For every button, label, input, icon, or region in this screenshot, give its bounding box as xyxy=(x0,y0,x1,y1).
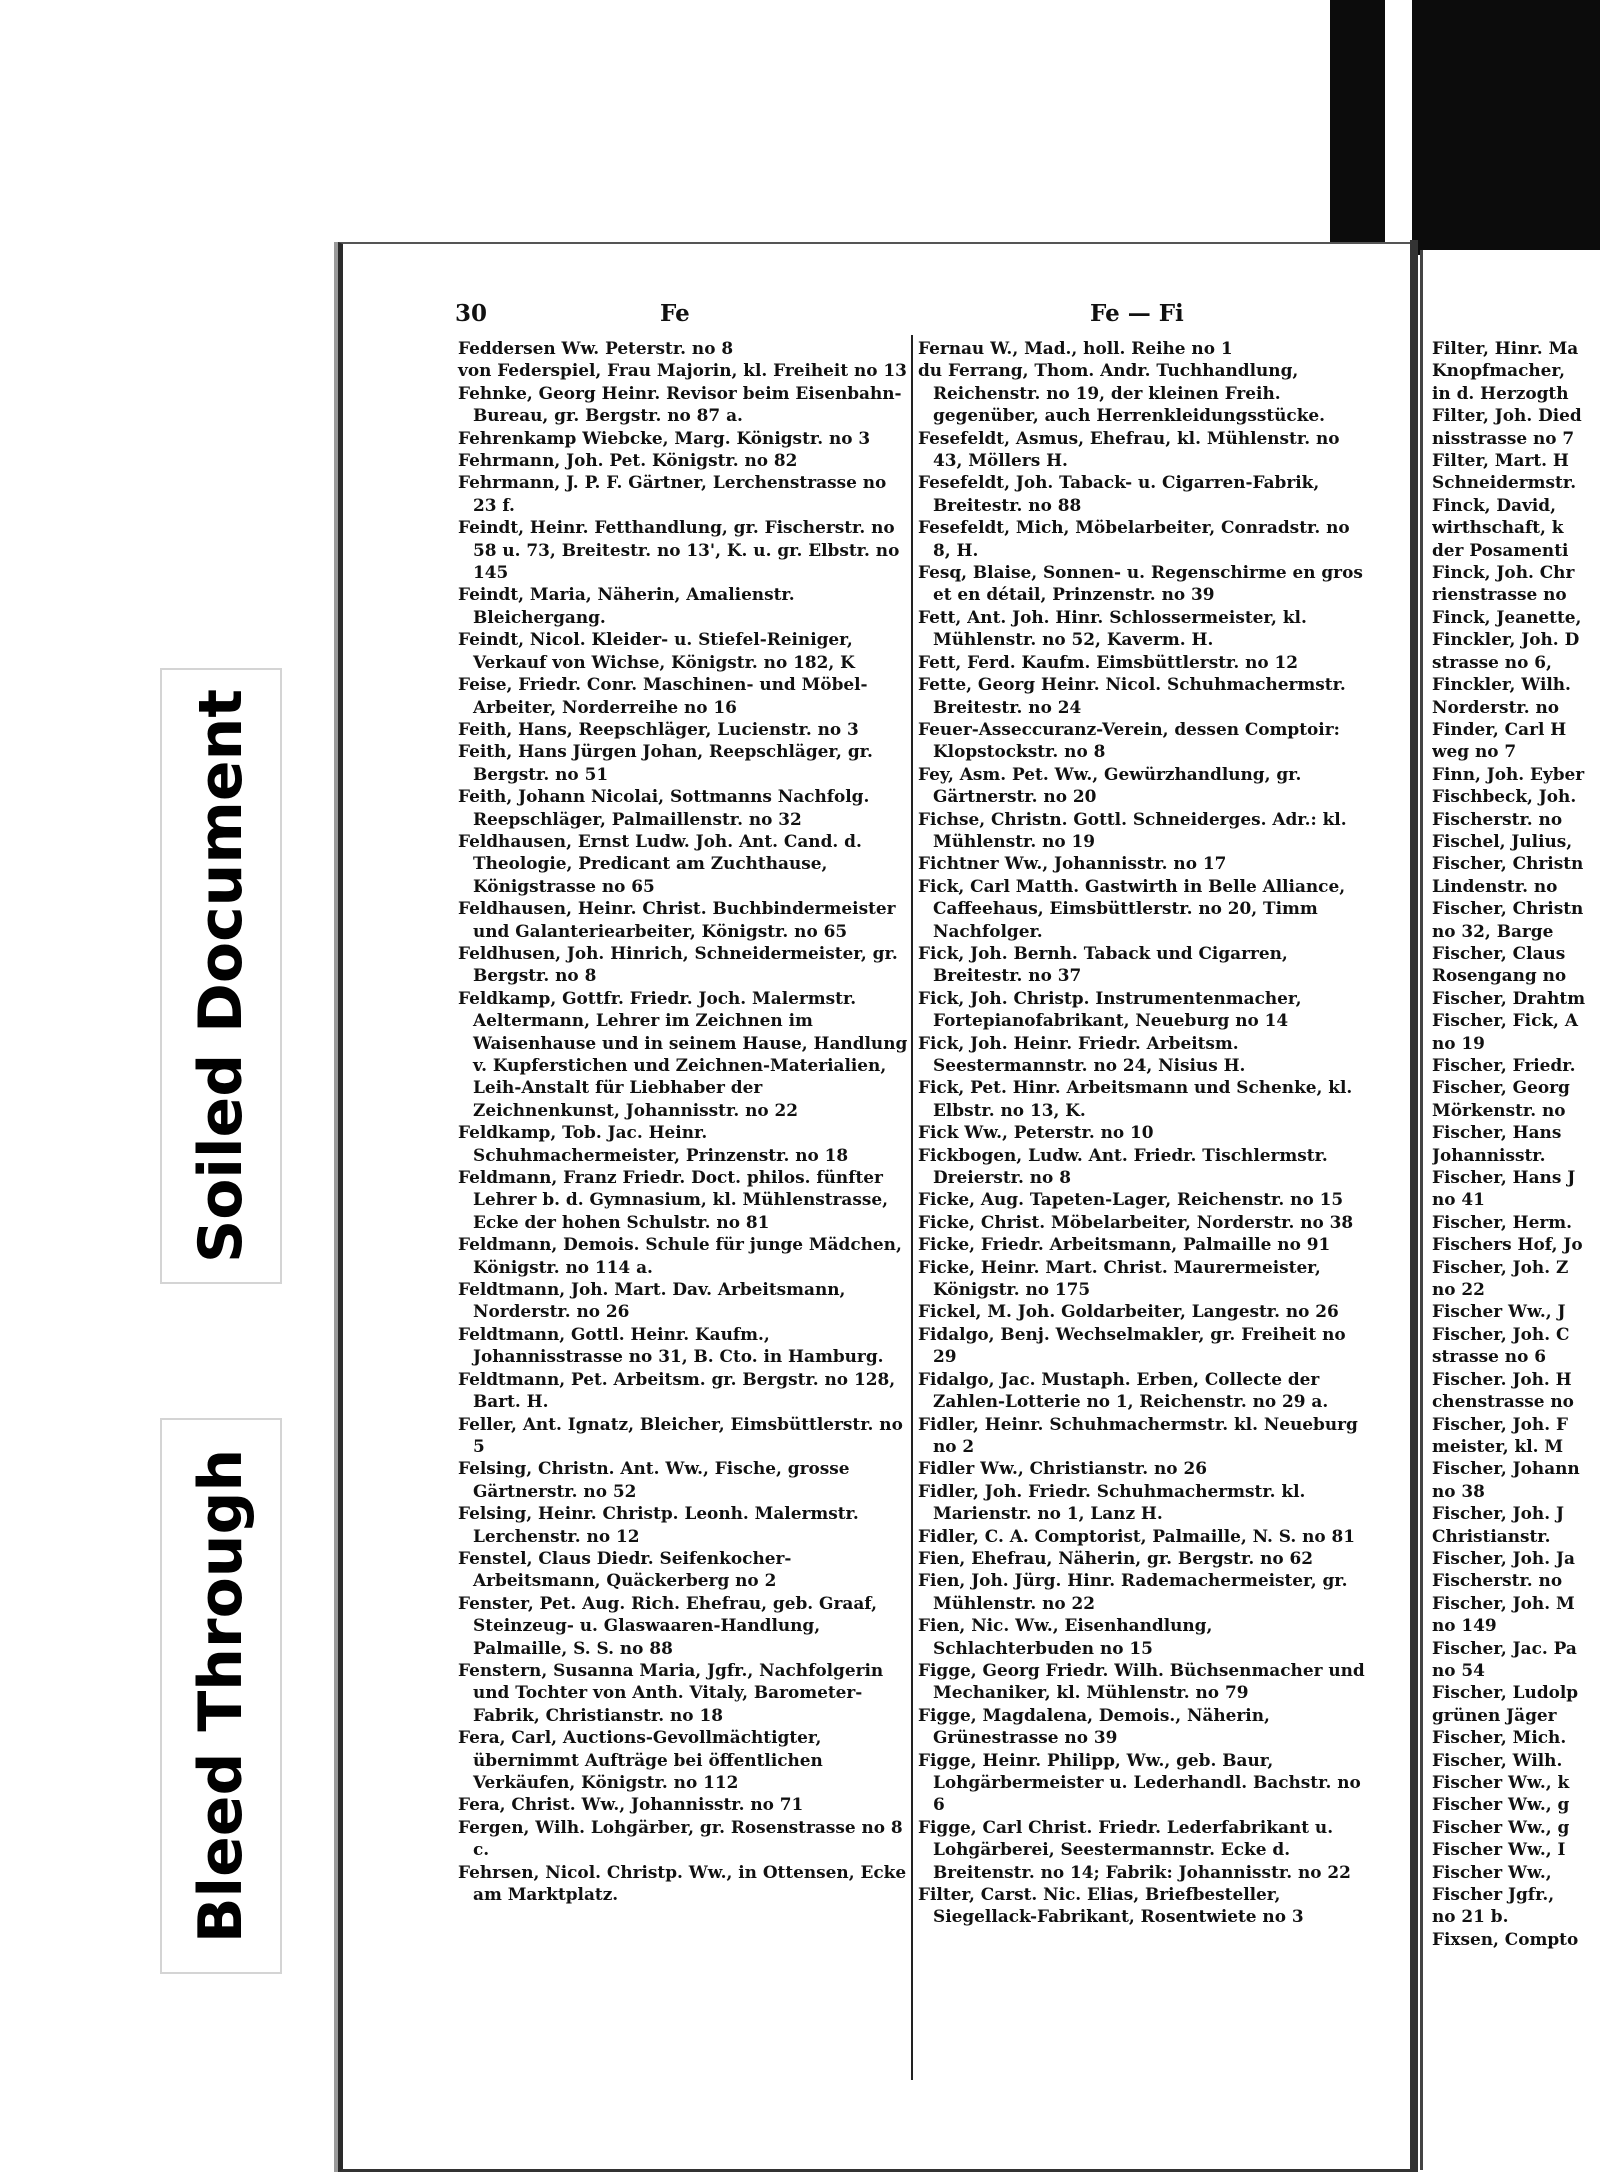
directory-entry: Feise, Friedr. Conr. Maschinen- und Möbel-Arbeiter, Norderreihe no 16 xyxy=(458,674,868,717)
directory-entry: Finckler, Joh. D xyxy=(1432,629,1580,650)
directory-entry: von Federspiel, Frau Majorin, kl. Freiheit no 13 xyxy=(458,360,907,381)
directory-entry: Fien, Joh. Jürg. Hinr. Rademachermeister, gr. Mühlenstr. no 22 xyxy=(918,1570,1348,1613)
directory-entry: Filter, Joh. Died xyxy=(1432,405,1582,426)
scanner-edge-shadow xyxy=(1330,0,1600,255)
directory-entry: Fehrenkamp Wiebcke, Marg. Königstr. no 3 xyxy=(458,427,871,448)
directory-entry: no 54 xyxy=(1432,1659,1485,1680)
directory-entry: Fischer Ww., k xyxy=(1432,1772,1570,1792)
book-spine xyxy=(1410,240,1418,2170)
directory-entry: Fick, Joh. Christp. Instrumentenmacher, Fortepianofabrikant, Neueburg no 14 xyxy=(918,987,1302,1031)
directory-entry: Fischerstr. no xyxy=(1432,808,1563,829)
directory-entry: Finckler, Wilh. xyxy=(1432,674,1571,695)
directory-entry: Feldkamp, Tob. Jac. Heinr. Schuhmachermeister, Prinzenstr. no 18 xyxy=(458,1122,849,1165)
directory-entry: Feldkamp, Gottfr. Friedr. Joch. Malermstr. Aeltermann, Lehrer im Zeichnen im Waisenhause und in seinem Hause, Handlung v. Kupferstichen und Zeichnen-Materialien, Leih-Anstalt für Liebhaber der Zeichnenkunst, Johannisstr. no 22 xyxy=(458,987,908,1120)
directory-entry: weg no 7 xyxy=(1432,741,1517,762)
directory-entry: Filter, Carst. Nic. Elias, Briefbesteller, Siegellack-Fabrikant, Rosentwiete no 3 xyxy=(918,1884,1304,1927)
directory-entry: Fehnke, Georg Heinr. Revisor beim Eisenbahn-Bureau, gr. Bergstr. no 87 a. xyxy=(458,382,902,426)
right-running-head: Fe — Fi xyxy=(1090,300,1184,327)
directory-entry: Fischer. Joh. H xyxy=(1432,1368,1572,1389)
directory-entry: no 38 xyxy=(1432,1480,1485,1501)
directory-entry: Fesefeldt, Joh. Taback- u. Cigarren-Fabrik, Breitestr. no 88 xyxy=(918,472,1320,515)
directory-entry: Feldmann, Demois. Schule für junge Mädchen, Königstr. no 114 a. xyxy=(458,1234,902,1277)
directory-entry: Fenstern, Susanna Maria, Jgfr., Nachfolgerin und Tochter von Anth. Vitaly, Barometer-Fabrik, Christianstr. no 18 xyxy=(458,1659,884,1725)
directory-entry: Fidler Ww., Christianstr. no 26 xyxy=(918,1458,1207,1479)
directory-entry: Feldtmann, Gottl. Heinr. Kaufm., Johannisstrasse no 31, B. Cto. in Hamburg. xyxy=(458,1323,884,1367)
directory-entry: Fick, Joh. Heinr. Friedr. Arbeitsm. Seestermannstr. no 24, Nisius H. xyxy=(918,1032,1246,1075)
directory-entry: Fesq, Blaise, Sonnen- u. Regenschirme en gros et en détail, Prinzenstr. no 39 xyxy=(918,562,1363,605)
directory-entry: Fergen, Wilh. Lohgärber, gr. Rosenstrasse no 8 c. xyxy=(458,1816,903,1860)
directory-entry: no 149 xyxy=(1432,1615,1497,1636)
directory-entry: Fidler, Heinr. Schuhmachermstr. kl. Neueburg no 2 xyxy=(918,1413,1358,1456)
directory-entry: Feindt, Heinr. Fetthandlung, gr. Fischerstr. no 58 u. 73, Breitestr. no 13', K. u. gr. Elbstr. no 145 xyxy=(458,517,900,583)
directory-entry: Fichtner Ww., Johannisstr. no 17 xyxy=(918,853,1227,874)
directory-entry: Feldtmann, Pet. Arbeitsm. gr. Bergstr. no 128, Bart. H. xyxy=(458,1368,896,1412)
directory-entry: Fischer, Joh. F xyxy=(1432,1413,1568,1434)
directory-entry: Lindenstr. no xyxy=(1432,875,1558,896)
directory-entry: der Posamenti xyxy=(1432,539,1569,560)
directory-entry: Feith, Hans Jürgen Johan, Reepschläger, gr. Bergstr. no 51 xyxy=(458,741,873,784)
directory-entry: Fischer Jgfr., xyxy=(1432,1884,1555,1905)
directory-entry: Fischer Ww., J xyxy=(1432,1301,1566,1322)
directory-entry: Fischel, Julius, xyxy=(1432,830,1573,851)
directory-entry: Fette, Georg Heinr. Nicol. Schuhmachermstr. Breitestr. no 24 xyxy=(918,674,1346,717)
directory-entry: Fischerstr. no xyxy=(1432,1570,1563,1591)
directory-entry: Figge, Georg Friedr. Wilh. Büchsenmacher und Mechaniker, kl. Mühlenstr. no 79 xyxy=(918,1659,1365,1703)
directory-entry: Fidalgo, Jac. Mustaph. Erben, Collecte der Zahlen-Lotterie no 1, Reichenstr. no 29 a. xyxy=(918,1368,1329,1412)
directory-entry: chenstrasse no xyxy=(1432,1391,1574,1412)
directory-entry: Fischer, Joh. Z xyxy=(1432,1256,1569,1277)
directory-entry: Fett, Ferd. Kaufm. Eimsbüttlerstr. no 12 xyxy=(918,651,1299,672)
directory-entry: no 22 xyxy=(1432,1279,1485,1300)
directory-entry: Fischer Ww., g xyxy=(1432,1816,1570,1837)
soiled-document-label: Soiled Document xyxy=(160,668,282,1284)
directory-entry: Feldhausen, Ernst Ludw. Joh. Ant. Cand. d. Theologie, Predicant am Zuchthause, Königstrasse no 65 xyxy=(458,830,862,896)
directory-entry: Fick, Joh. Bernh. Taback und Cigarren, Breitestr. no 37 xyxy=(918,942,1288,986)
directory-entry: Schneidermstr. xyxy=(1432,472,1577,493)
directory-entry: Feller, Ant. Ignatz, Bleicher, Eimsbüttlerstr. no 5 xyxy=(458,1413,903,1456)
directory-entry: Filter, Hinr. Ma xyxy=(1432,338,1579,358)
directory-entry: Fick, Carl Matth. Gastwirth in Belle Alliance, Caffeehaus, Eimsbüttlerstr. no 20, Timm Nachfolger. xyxy=(918,875,1346,941)
directory-entry: Fera, Christ. Ww., Johannisstr. no 71 xyxy=(458,1794,804,1815)
directory-entry: Fien, Nic. Ww., Eisenhandlung, Schlachterbuden no 15 xyxy=(918,1615,1213,1658)
directory-entry: Fidalgo, Benj. Wechselmakler, gr. Freiheit no 29 xyxy=(918,1323,1346,1367)
directory-entry: wirthschaft, k xyxy=(1432,517,1564,538)
directory-entry: Norderstr. no xyxy=(1432,696,1560,717)
directory-entry: Fick, Pet. Hinr. Arbeitsmann und Schenke, kl. Elbstr. no 13, K. xyxy=(918,1077,1353,1120)
directory-entry: Feldhusen, Joh. Hinrich, Schneidermeister, gr. Bergstr. no 8 xyxy=(458,942,898,986)
directory-entry: Fischer, Georg xyxy=(1432,1077,1570,1098)
directory-entry: Fischer Ww., xyxy=(1432,1861,1552,1882)
directory-entry: Fey, Asm. Pet. Ww., Gewürzhandlung, gr. Gärtnerstr. no 20 xyxy=(918,763,1302,807)
directory-entry: Mörkenstr. no xyxy=(1432,1099,1566,1120)
next-page-column xyxy=(1432,337,1600,1950)
directory-entry: Fehrmann, Joh. Pet. Königstr. no 82 xyxy=(458,450,798,471)
directory-entry: Fischer, Joh. M xyxy=(1432,1592,1575,1613)
directory-entry: Felsing, Christn. Ant. Ww., Fische, grosse Gärtnerstr. no 52 xyxy=(458,1458,850,1501)
directory-entry: grünen Jäger xyxy=(1432,1704,1557,1725)
directory-entry: Fischer Ww., I xyxy=(1432,1839,1566,1860)
directory-entry: Fischer, Hans J xyxy=(1432,1167,1576,1188)
directory-entry: Fesefeldt, Mich, Möbelarbeiter, Conradstr. no 8, H. xyxy=(918,517,1350,560)
directory-entry: Fickel, M. Joh. Goldarbeiter, Langestr. no 26 xyxy=(918,1301,1339,1322)
directory-entry: Rosengang no xyxy=(1432,965,1567,986)
directory-entry: Fischer, Ludolp xyxy=(1432,1682,1579,1703)
directory-entry: Knopfmacher, xyxy=(1432,360,1565,381)
directory-entry: Feldhausen, Heinr. Christ. Buchbindermeister und Galanteriearbeiter, Königstr. no 65 xyxy=(458,898,896,941)
directory-entry: Ficke, Heinr. Mart. Christ. Maurermeister, Königstr. no 175 xyxy=(918,1256,1321,1300)
directory-entry: strasse no 6 xyxy=(1432,1346,1546,1367)
directory-entry: Fien, Ehefrau, Näherin, gr. Bergstr. no 62 xyxy=(918,1547,1314,1568)
directory-entry: Fernau W., Mad., holl. Reihe no 1 xyxy=(918,338,1233,358)
directory-entry: Finn, Joh. Eyber xyxy=(1432,763,1585,784)
directory-entry: Christianstr. xyxy=(1432,1525,1551,1546)
directory-entry: Finck, Jeanette, xyxy=(1432,606,1582,627)
left-running-head: Fe xyxy=(660,300,690,327)
directory-entry: Fidler, Joh. Friedr. Schuhmachermstr. kl. Marienstr. no 1, Lanz H. xyxy=(918,1480,1306,1524)
directory-entry: du Ferrang, Thom. Andr. Tuchhandlung, Reichenstr. no 19, der kleinen Freih. gegenüber, auch Herrenkleidungsstücke. xyxy=(918,360,1326,426)
directory-entry: in d. Herzogth xyxy=(1432,382,1569,403)
directory-entry: Fischer, Herm. xyxy=(1432,1211,1573,1232)
right-column xyxy=(918,337,1373,1928)
directory-entry: Fischer, Johann xyxy=(1432,1458,1580,1479)
directory-entry: Fick Ww., Peterstr. no 10 xyxy=(918,1122,1154,1143)
directory-entry: nisstrasse no 7 xyxy=(1432,427,1575,448)
directory-entry: Fischer, Wilh. xyxy=(1432,1749,1563,1770)
directory-entry: Fidler, C. A. Comptorist, Palmaille, N. S. no 81 xyxy=(918,1525,1356,1546)
directory-entry: Fenstel, Claus Diedr. Seifenkocher-Arbeitsmann, Quäckerberg no 2 xyxy=(458,1547,792,1591)
directory-entry: no 41 xyxy=(1432,1189,1485,1210)
directory-entry: Finck, David, xyxy=(1432,494,1556,515)
directory-entry: Figge, Carl Christ. Friedr. Lederfabrikant u. Lohgärberei, Seestermannstr. Ecke d. Breitenstr. no 14; Fabrik: Johannisstr. no 22 xyxy=(918,1816,1351,1882)
directory-entry: Fehrsen, Nicol. Christp. Ww., in Ottensen, Ecke am Marktplatz. xyxy=(458,1861,907,1905)
directory-entry: Fischer, Joh. Ja xyxy=(1432,1547,1575,1568)
directory-entry: Ficke, Friedr. Arbeitsmann, Palmaille no 91 xyxy=(918,1234,1331,1255)
left-column xyxy=(458,337,913,1905)
directory-entry: Fixsen, Compto xyxy=(1432,1928,1579,1949)
directory-entry: Fenster, Pet. Aug. Rich. Ehefrau, geb. Graaf, Steinzeug- u. Glaswaaren-Handlung, Palmaille, S. S. no 88 xyxy=(458,1592,878,1658)
directory-entry: Felsing, Heinr. Christp. Leonh. Malermstr. Lerchenstr. no 12 xyxy=(458,1503,859,1546)
directory-entry: Fischers Hof, Jo xyxy=(1432,1234,1583,1255)
directory-entry: Fischbeck, Joh. xyxy=(1432,786,1577,807)
directory-entry: no 21 b. xyxy=(1432,1906,1509,1927)
directory-entry: Feindt, Nicol. Kleider- u. Stiefel-Reiniger, Verkauf von Wichse, Königstr. no 182, K xyxy=(458,629,855,672)
directory-entry: Johannisstr. xyxy=(1432,1144,1546,1165)
directory-entry: Fischer Ww., g xyxy=(1432,1794,1570,1815)
directory-entry: Fischer, Fick, A xyxy=(1432,1010,1578,1031)
directory-entry: Fickbogen, Ludw. Ant. Friedr. Tischlermstr. Dreierstr. no 8 xyxy=(918,1144,1328,1188)
directory-entry: Ficke, Christ. Möbelarbeiter, Norderstr. no 38 xyxy=(918,1211,1354,1232)
bleed-through-label: Bleed Through xyxy=(160,1418,282,1974)
directory-entry: Fera, Carl, Auctions-Gevollmächtigter, übernimmt Aufträge bei öffentlichen Verkäufen, Königstr. no 112 xyxy=(458,1727,823,1792)
directory-entry: strasse no 6, xyxy=(1432,651,1552,672)
directory-entry: Fischer, Christn xyxy=(1432,898,1584,919)
directory-entry: Feldtmann, Joh. Mart. Dav. Arbeitsmann, Norderstr. no 26 xyxy=(458,1279,846,1322)
directory-entry: Fischer, Joh. J xyxy=(1432,1503,1564,1524)
directory-entry: Fichse, Christn. Gottl. Schneiderges. Adr.: kl. Mühlenstr. no 19 xyxy=(918,808,1347,851)
page-number: 30 xyxy=(455,300,488,327)
directory-entry: Fischer, Friedr. xyxy=(1432,1055,1576,1075)
directory-entry: Fischer, Christn xyxy=(1432,853,1584,874)
directory-entry: Feindt, Maria, Näherin, Amalienstr. Bleichergang. xyxy=(458,584,795,627)
directory-entry: Finder, Carl H xyxy=(1432,718,1567,739)
directory-entry: Feith, Hans, Reepschläger, Lucienstr. no 3 xyxy=(458,718,859,739)
directory-entry: Fett, Ant. Joh. Hinr. Schlossermeister, kl. Mühlenstr. no 52, Kaverm. H. xyxy=(918,606,1307,650)
directory-entry: Ficke, Aug. Tapeten-Lager, Reichenstr. no 15 xyxy=(918,1189,1344,1210)
directory-entry: Fischer, Claus xyxy=(1432,942,1566,963)
directory-entry: Fischer, Joh. C xyxy=(1432,1323,1570,1344)
directory-entry: no 32, Barge xyxy=(1432,920,1554,941)
directory-entry: Figge, Magdalena, Demois., Näherin, Grünestrasse no 39 xyxy=(918,1704,1270,1748)
directory-entry: Feldmann, Franz Friedr. Doct. philos. fünfter Lehrer b. d. Gymnasium, kl. Mühlenstrasse, Ecke der hohen Schulstr. no 81 xyxy=(458,1167,889,1232)
directory-entry: Feith, Johann Nicolai, Sottmanns Nachfolg. Reepschläger, Palmaillenstr. no 32 xyxy=(458,786,870,829)
directory-entry: no 19 xyxy=(1432,1032,1485,1053)
directory-entry: Fischer, Jac. Pa xyxy=(1432,1637,1577,1658)
directory-entry: meister, kl. M xyxy=(1432,1435,1564,1456)
directory-entry: Fischer, Drahtm xyxy=(1432,987,1586,1008)
directory-entry: rienstrasse no xyxy=(1432,584,1567,605)
directory-entry: Fesefeldt, Asmus, Ehefrau, kl. Mühlenstr. no 43, Möllers H. xyxy=(918,427,1340,471)
directory-entry: Fischer, Mich. xyxy=(1432,1727,1567,1748)
directory-entry: Fischer, Hans xyxy=(1432,1122,1562,1143)
directory-entry: Fehrmann, J. P. F. Gärtner, Lerchenstrasse no 23 f. xyxy=(458,472,887,515)
directory-entry: Feddersen Ww. Peterstr. no 8 xyxy=(458,338,734,358)
directory-entry: Filter, Mart. H xyxy=(1432,450,1569,471)
directory-entry: Feuer-Asseccuranz-Verein, dessen Comptoir: Klopstockstr. no 8 xyxy=(918,718,1340,762)
directory-entry: Figge, Heinr. Philipp, Ww., geb. Baur, Lohgärbermeister u. Lederhandl. Bachstr. no 6 xyxy=(918,1749,1361,1815)
directory-entry: Finck, Joh. Chr xyxy=(1432,562,1575,583)
